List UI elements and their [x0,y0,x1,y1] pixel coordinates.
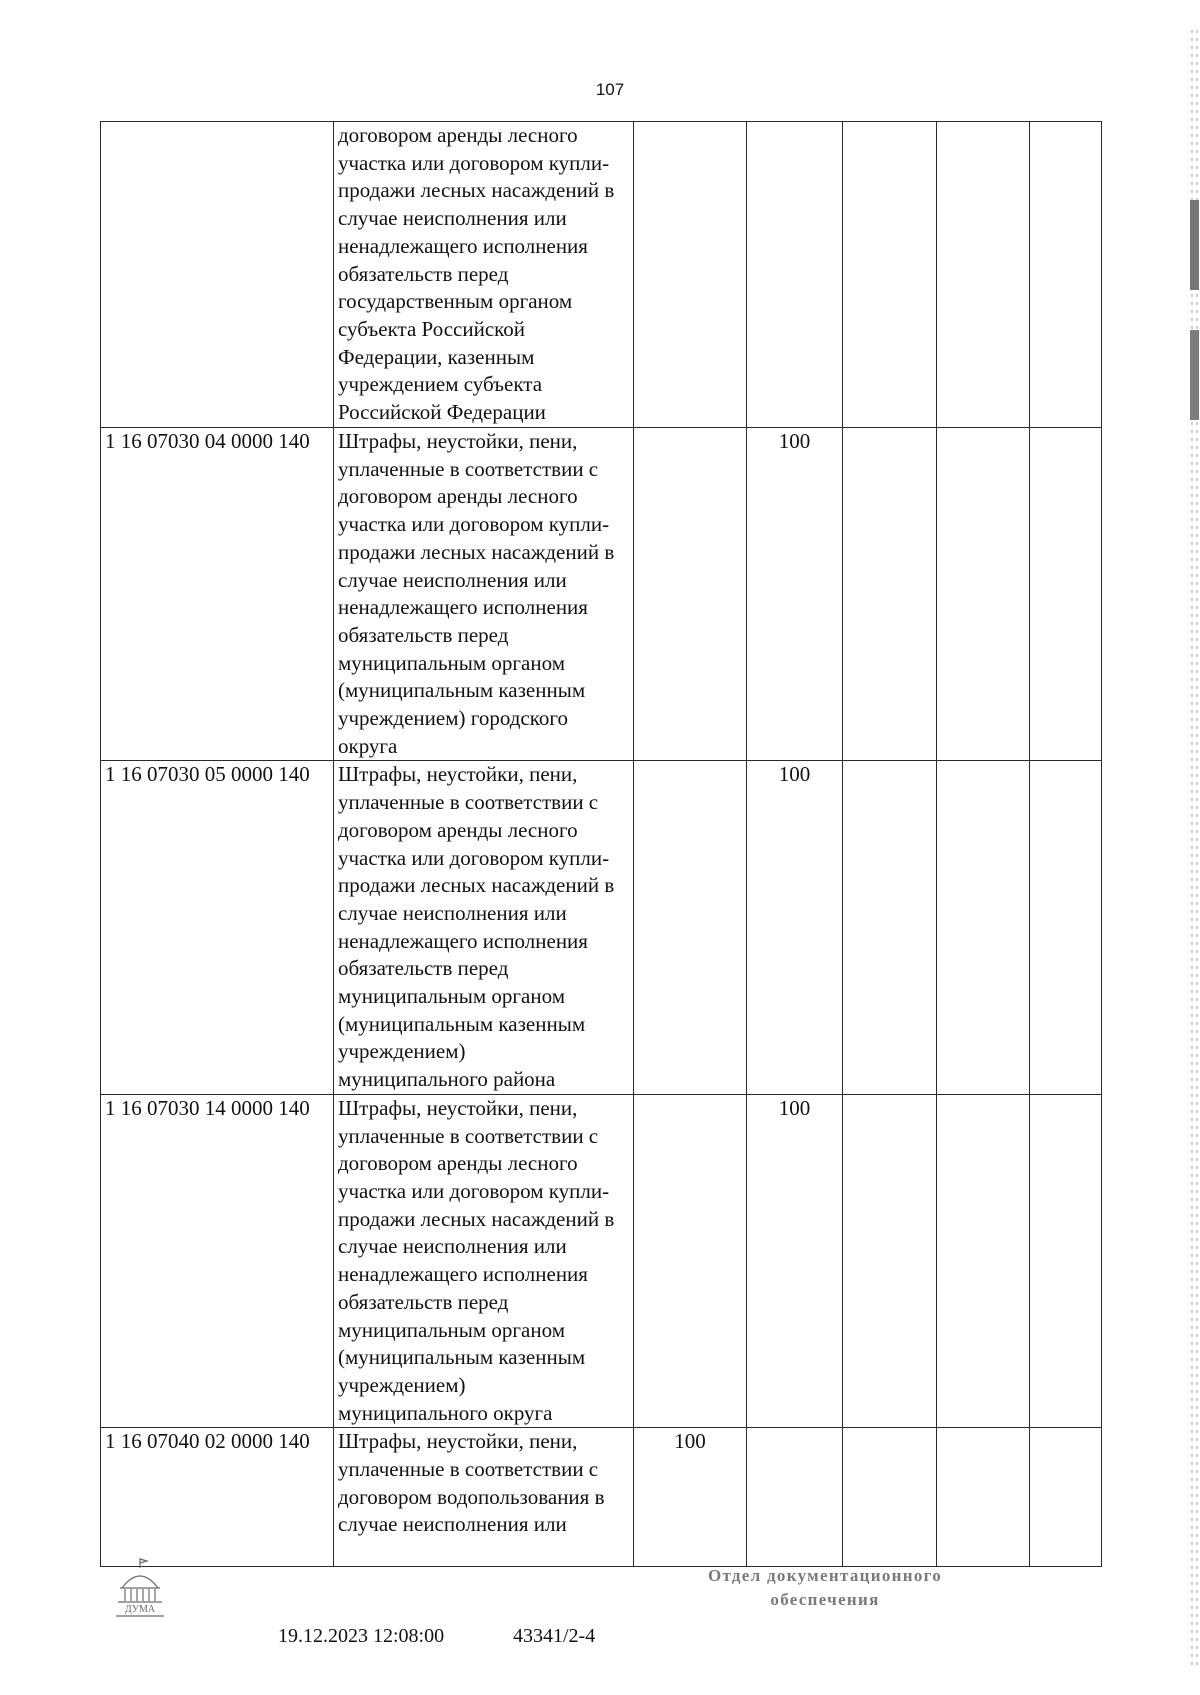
budget-code-cell [101,122,334,428]
page-number: 107 [595,80,625,99]
value-cell [937,428,1030,761]
value-cell [937,1428,1030,1567]
budget-code-cell: 1 16 07030 04 0000 140 [101,428,334,761]
value-cell [634,761,747,1094]
budget-code-cell: 1 16 07030 14 0000 140 [101,1094,334,1427]
value-cell [843,122,937,428]
value-cell [843,428,937,761]
value-cell [634,428,747,761]
department-stamp [680,1564,970,1612]
registration-number: 43341/2-4 [513,1625,596,1647]
value-cell [937,122,1030,428]
value-cell [747,1428,843,1567]
table-row [101,122,1102,428]
value-cell: 100 [634,1428,747,1567]
empty-cell [1030,122,1102,428]
empty-cell [1030,1428,1102,1567]
budget-code-cell: 1 16 07030 05 0000 140 [101,761,334,1094]
empty-cell [1030,428,1102,761]
value-cell: 100 [747,1094,843,1427]
value-cell [937,761,1030,1094]
stamp-line-1: Отдел документационного [707,1566,943,1585]
value-cell: 100 [747,761,843,1094]
table-row [101,761,1102,1094]
logo-text: ДУМА [124,1604,156,1615]
value-cell [843,761,937,1094]
value-cell [747,122,843,428]
stamp-line-2: обеспечения [770,1590,880,1609]
table-row [101,1428,1102,1567]
description-cell: договором аренды лесного участка или договором купли- продажи лесных насаждений в случае неисполнения или ненадлежащего исполнения обязательств перед государственным органом субъекта Российской Федерации, казенным учреждением субъекта Российской Федерации [334,122,634,428]
description-cell: Штрафы, неустойки, пени, уплаченные в соответствии с договором аренды лесного участка или договором купли- продажи лесных насаждений в случае неисполнения или ненадлежащего исполнения обязательств перед муниципальным органом (муниципальным казенным учреждением) городского округа [334,428,634,761]
budget-code-cell: 1 16 07040 02 0000 140 [101,1428,334,1567]
document-timestamp: 19.12.2023 12:08:00 [278,1625,445,1647]
value-cell [937,1094,1030,1427]
scan-edge-artifact [1188,30,1200,1670]
value-cell [634,1094,747,1427]
revenue-code-table [100,121,1102,1567]
value-cell [634,122,747,428]
duma-building-icon [112,1556,168,1618]
description-cell: Штрафы, неустойки, пени, уплаченные в соответствии с договором водопользования в случае неисполнения или [334,1428,634,1567]
value-cell: 100 [747,428,843,761]
description-cell: Штрафы, неустойки, пени, уплаченные в соответствии с договором аренды лесного участка или договором купли- продажи лесных насаждений в случае неисполнения или ненадлежащего исполнения обязательств перед муниципальным органом (муниципальным казенным учреждением) муниципального округа [334,1094,634,1427]
value-cell [843,1094,937,1427]
table-row [101,1094,1102,1427]
table-row [101,428,1102,761]
empty-cell [1030,761,1102,1094]
description-cell: Штрафы, неустойки, пени, уплаченные в соответствии с договором аренды лесного участка или договором купли- продажи лесных насаждений в случае неисполнения или ненадлежащего исполнения обязательств перед муниципальным органом (муниципальным казенным учреждением) муниципального района [334,761,634,1094]
empty-cell [1030,1094,1102,1427]
value-cell [843,1428,937,1567]
